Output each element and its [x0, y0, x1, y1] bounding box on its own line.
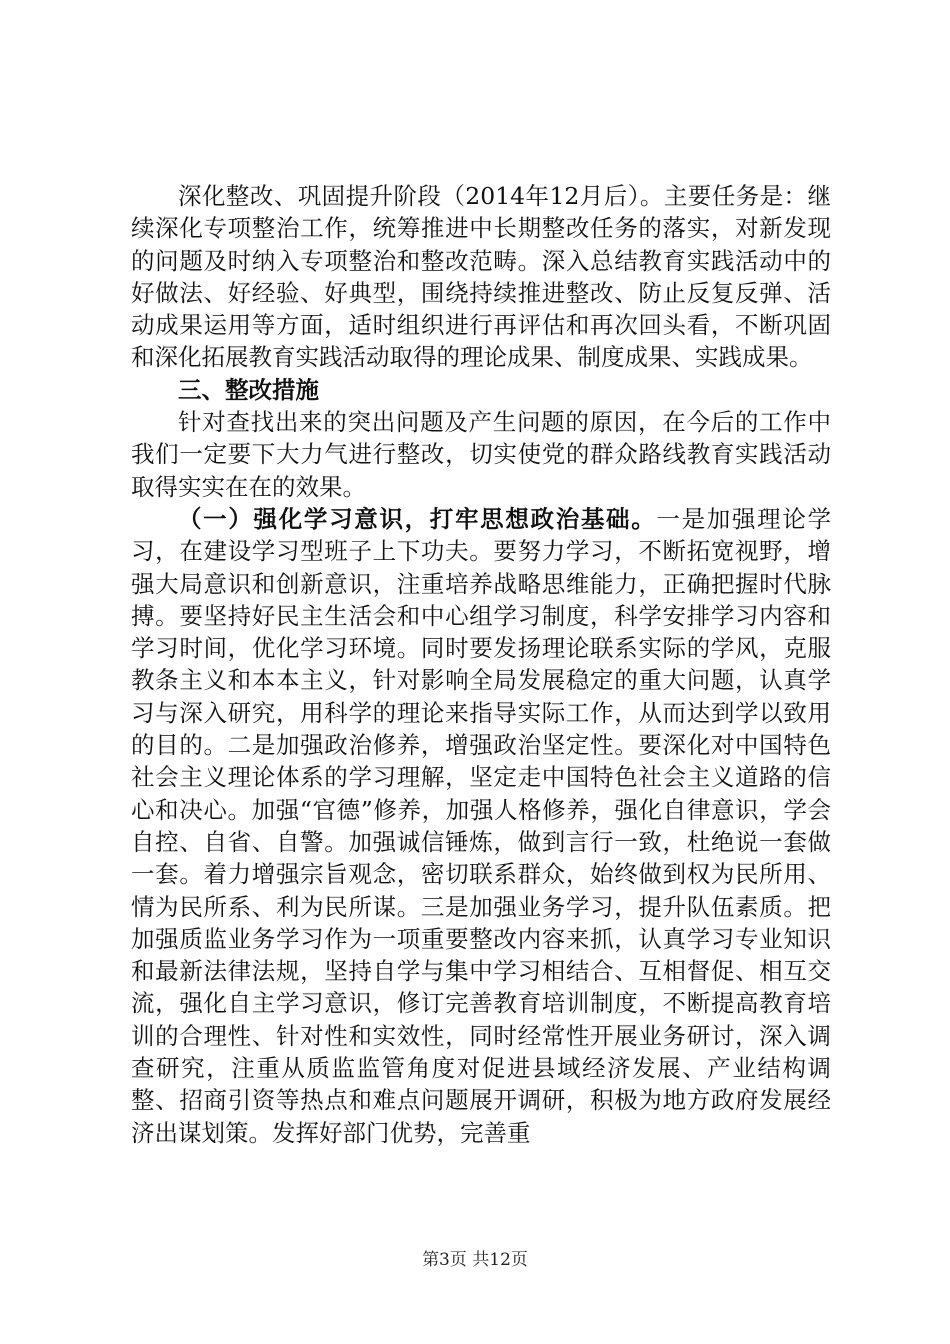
- document-body: [131, 180, 831, 1149]
- paragraph-stage-three: 深化整改、巩固提升阶段（2014年12月后）。主要任务是：继续深化专项整治工作，统筹推进中长期整改任务的落实，对新发现的问题及时纳入专项整治和整改范畴。深入总结教育实践活动中的好做法、好经验、好典型，围绕持续推进整改、防止反复反弹、活动成果运用等方面，适时组织进行再评估和再次回头看，不断巩固和深化拓展教育实践活动取得的理论成果、制度成果、实践成果。: [131, 182, 831, 372]
- section-heading-rectification-measures: 三、整改措施: [178, 375, 319, 404]
- measure-one-lead: （一）强化学习意识，打牢思想政治基础。: [178, 504, 657, 533]
- paragraph-intro-measures: 针对查找出来的突出问题及产生问题的原因，在今后的工作中我们一定要下大力气进行整改，切实使党的群众路线教育实践活动取得实实在在的效果。: [131, 408, 831, 501]
- measure-one-text: 一是加强理论学习，在建设学习型班子上下功夫。要努力学习，不断拓宽视野，增强大局意识和创新意识，注重培养战略思维能力，正确把握时代脉搏。要坚持好民主生活会和中心组学习制度，科学安排学习内容和学习时间，优化学习环境。同时要发扬理论联系实际的学风，克服教条主义和本本主义，针对影响全局发展稳定的重大问题，认真学习与深入研究，用科学的理论来指导实际工作，从而达到学以致用的目的。二是加强政治修养，增强政治坚定性。要深化对中国特色社会主义理论体系的学习理解，坚定走中国特色社会主义道路的信心和决心。加强“官德”修养，加强人格修养，强化自律意识，学会自控、自省、自警。加强诚信锤炼，做到言行一致，杜绝说一套做一套。着力增强宗旨观念，密切联系群众，始终做到权为民所用、情为民所系、利为民所谋。三是加强业务学习，提升队伍素质。把加强质监业务学习作为一项重要整改内容来抓，认真学习专业知识和最新法律法规，坚持自学与集中学习相结合、互相督促、相互交流，强化自主学习意识，修订完善教育培训制度，不断提高教育培训的合理性、针对性和实效性，同时经常性开展业务研讨，深入调查研究，注重从质监监管角度对促进县域经济发展、产业结构调整、招商引资等热点和难点问题展开调研，积极为地方政府发展经济出谋划策。发挥好部门优势，完善重: [131, 504, 832, 1147]
- paragraph-measure-one: [131, 503, 831, 1149]
- page-number-footer: 第3页 共12页: [422, 1250, 528, 1270]
